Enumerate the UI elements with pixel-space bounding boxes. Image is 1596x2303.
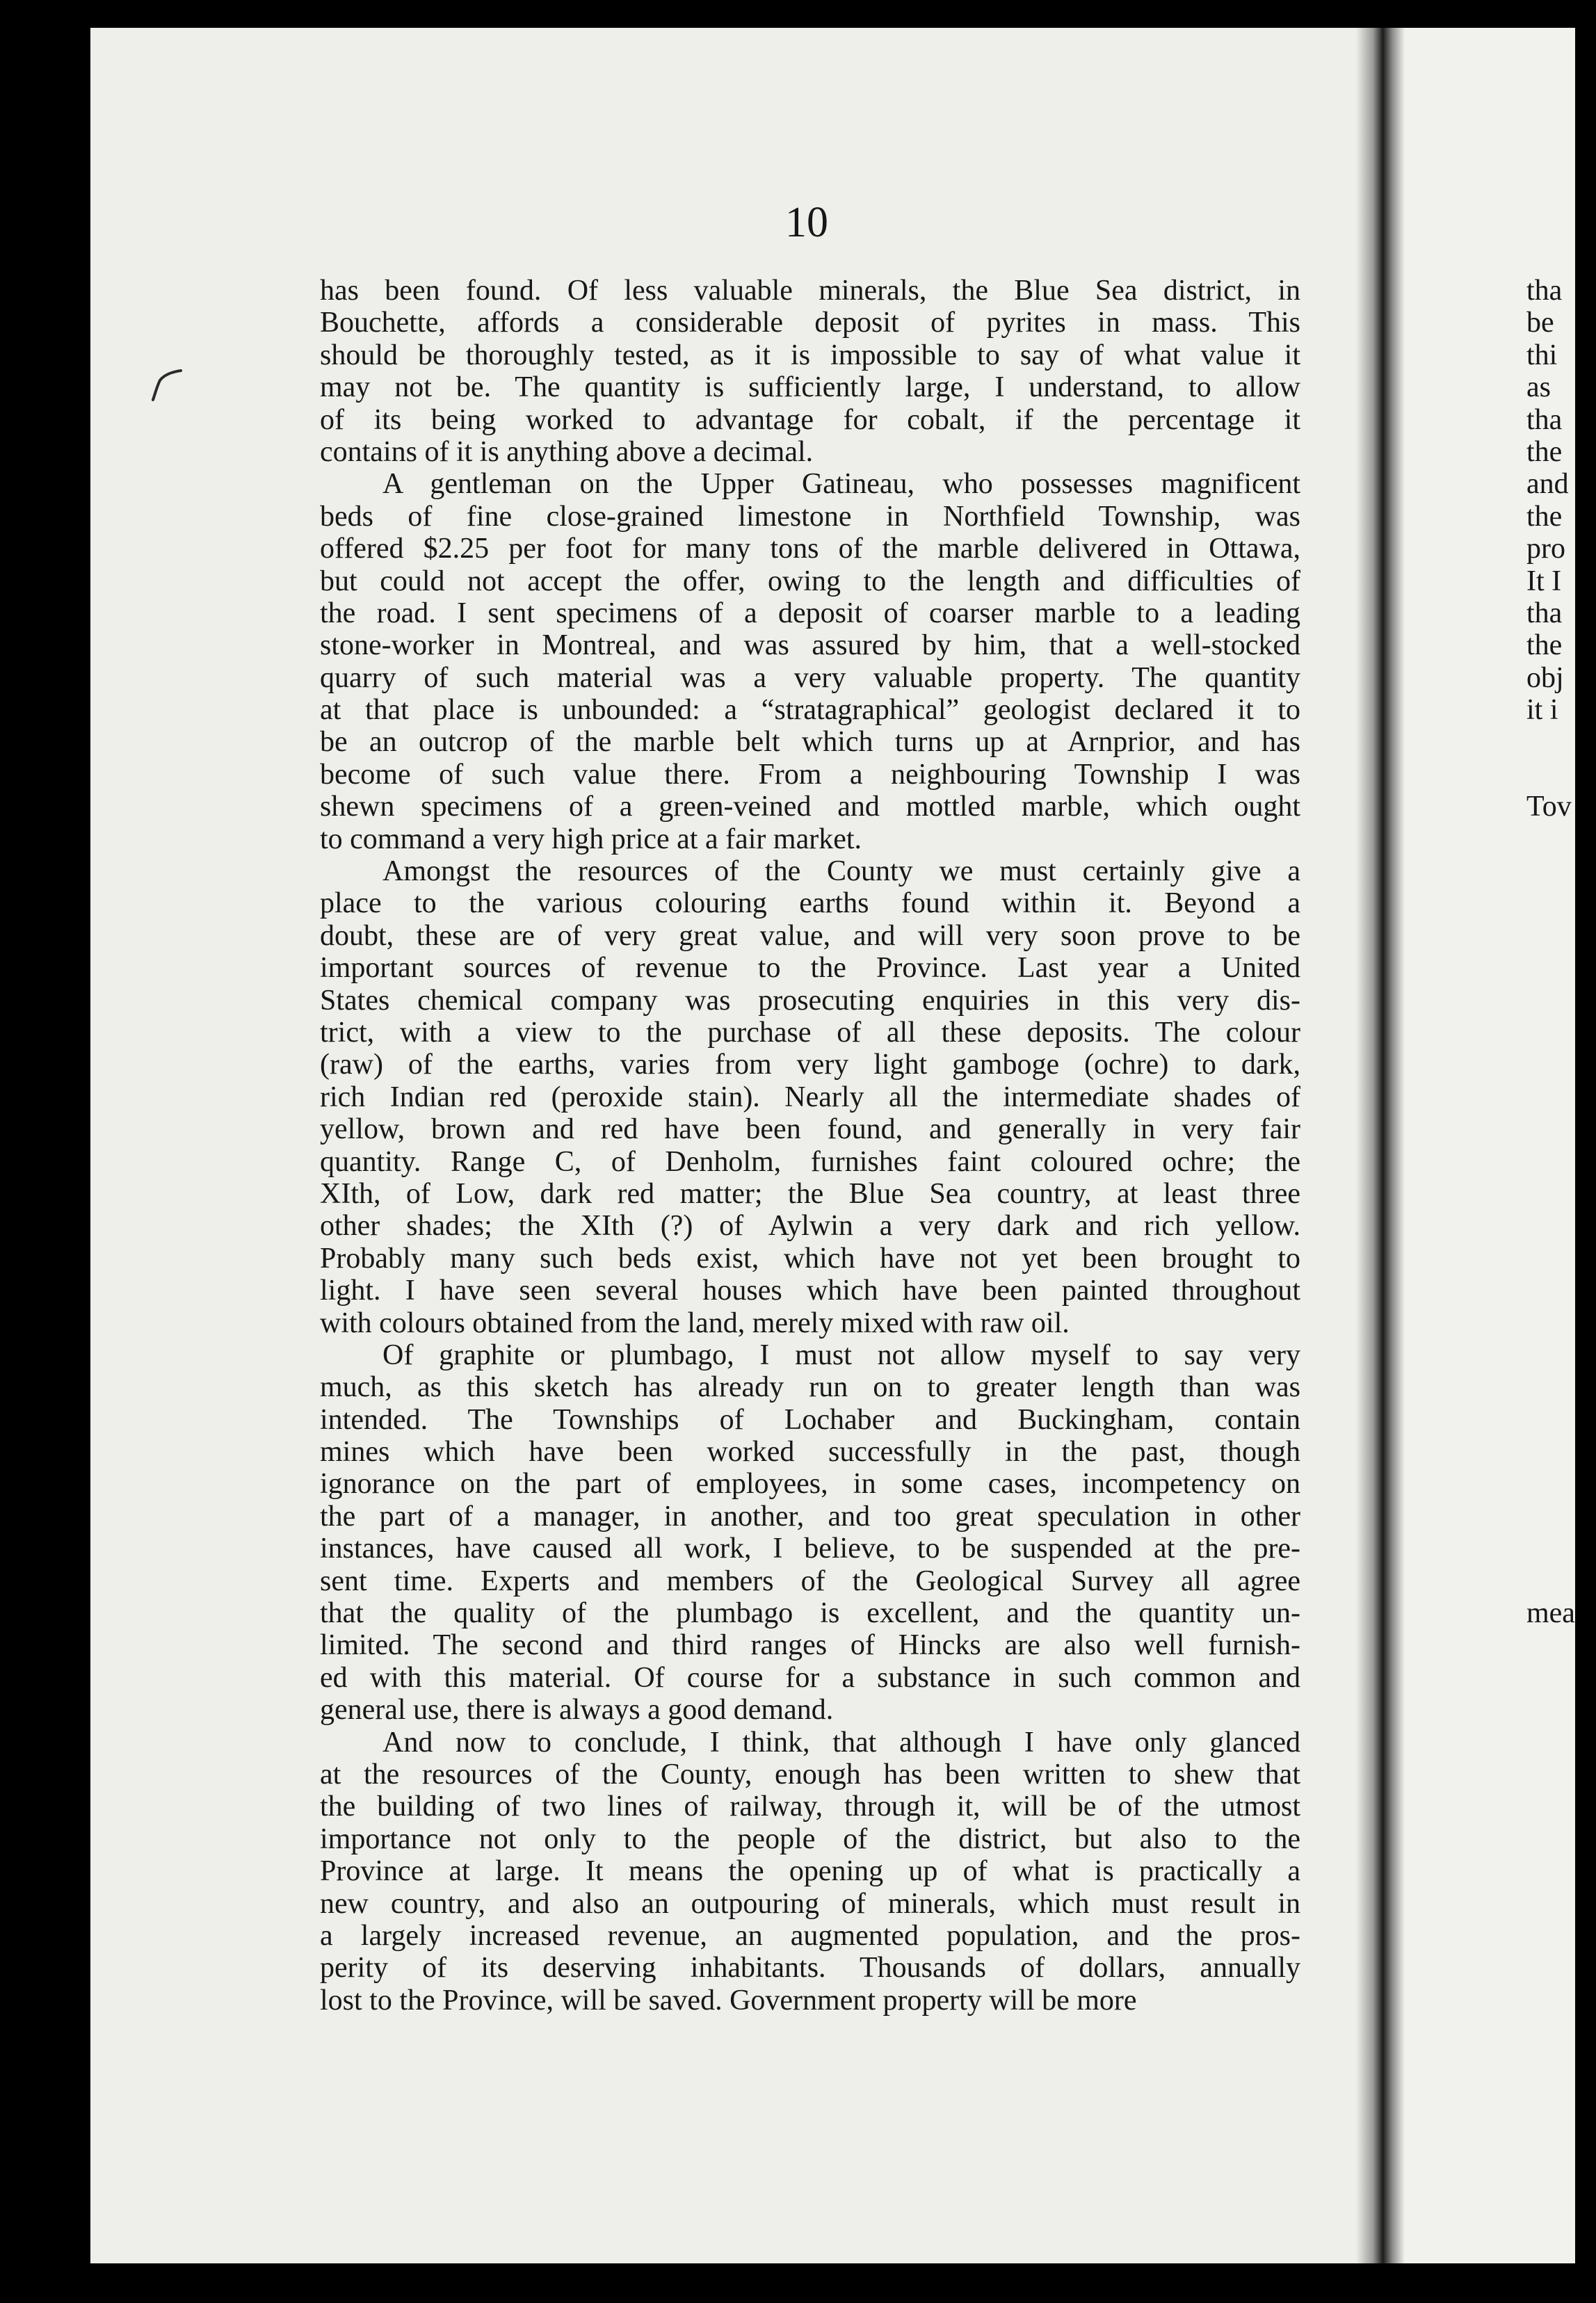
facing-page-fragment: the <box>1526 500 1563 533</box>
text-line: at the resources of the County, enough has been written to shew that <box>320 1758 1300 1791</box>
facing-page-fragment <box>1526 887 1596 919</box>
text-line: general use, there is always a good demand. <box>320 1694 834 1727</box>
facing-page-fragment: and <box>1526 468 1569 501</box>
margin-pencil-mark <box>147 365 186 403</box>
text-line: important sources of revenue to the Province. Last year a United <box>320 952 1300 985</box>
text-line: has been found. Of less valuable minerals, the Blue Sea district, in <box>320 275 1300 307</box>
text-line: limited. The second and third ranges of Hincks are also well furnish- <box>320 1629 1300 1662</box>
text-line: much, as this sketch has already run on to greater length than was <box>320 1371 1300 1404</box>
facing-page-fragment <box>1526 823 1596 855</box>
page-number: 10 <box>785 199 828 246</box>
text-line: quantity. Range C, of Denholm, furnishes faint coloured ochre; the <box>320 1145 1300 1178</box>
text-line: sent time. Experts and members of the Geological Survey all agree <box>320 1565 1300 1597</box>
text-line: of its being worked to advantage for cobalt, if the percentage it <box>320 403 1300 436</box>
text-line: shewn specimens of a green-veined and mottled marble, which ought <box>320 791 1300 823</box>
facing-page-fragment: pro <box>1526 533 1565 565</box>
facing-page-fragment: the <box>1526 629 1563 662</box>
facing-page-fragment <box>1526 920 1596 952</box>
facing-page-fragment: as <box>1526 371 1551 404</box>
facing-page-fragment: tha <box>1526 403 1563 436</box>
facing-page-fragments <box>1526 275 1596 1629</box>
facing-page-fragment <box>1526 1081 1596 1113</box>
text-line: but could not accept the offer, owing to the length and difficulties of <box>320 565 1300 597</box>
text-line: a largely increased revenue, an augmented population, and the pros- <box>320 1919 1300 1952</box>
text-line: that the quality of the plumbago is excellent, and the quantity un- <box>320 1597 1300 1630</box>
scan-border-bottom <box>0 2263 1569 2303</box>
facing-page-fragment: thi <box>1526 339 1558 371</box>
text-line: A gentleman on the Upper Gatineau, who possesses magnificent <box>382 468 1300 501</box>
facing-page-fragment: tha <box>1526 597 1563 629</box>
scan-border-left <box>0 0 90 2303</box>
text-line: intended. The Townships of Lochaber and Buckingham, contain <box>320 1403 1300 1436</box>
text-line: Of graphite or plumbago, I must not allow myself to say very <box>382 1339 1300 1371</box>
facing-page-fragment <box>1526 1275 1596 1307</box>
text-line: the building of two lines of railway, through it, will be of the utmost <box>320 1791 1300 1823</box>
text-line: stone-worker in Montreal, and was assured by him, that a well-stocked <box>320 629 1300 662</box>
facing-page-fragment <box>1526 985 1596 1017</box>
facing-page-fragment <box>1526 1404 1596 1436</box>
text-line: should be thoroughly tested, as it is impossible to say of what value it <box>320 339 1300 371</box>
facing-page-fragment <box>1526 1533 1596 1565</box>
text-line: ed with this material. Of course for a substance in such common and <box>320 1661 1300 1694</box>
facing-page-fragment <box>1526 952 1596 984</box>
facing-page-fragment <box>1526 1339 1596 1371</box>
text-line: trict, with a view to the purchase of all these deposits. The colour <box>320 1016 1300 1049</box>
facing-page-fragment <box>1526 855 1596 887</box>
text-line: be an outcrop of the marble belt which turns up at Arnprior, and has <box>320 726 1300 759</box>
text-line: XIth, of Low, dark red matter; the Blue Sea country, at least three <box>320 1177 1300 1210</box>
facing-page-fragment <box>1526 1468 1596 1500</box>
facing-page-fragment: mea <box>1526 1597 1575 1630</box>
text-line: with colours obtained from the land, merely mixed with raw oil. <box>320 1307 1070 1339</box>
text-line: the part of a manager, in another, and too great speculation in other <box>320 1500 1300 1533</box>
body-text <box>320 275 1300 2017</box>
text-line: place to the various colouring earths found within it. Beyond a <box>320 887 1300 920</box>
text-line: at that place is unbounded: a “stratagraphical” geologist declared it to <box>320 694 1300 727</box>
text-line: And now to conclude, I think, that although I have only glanced <box>382 1726 1300 1759</box>
text-line: perity of its deserving inhabitants. Thousands of dollars, annually <box>320 1952 1300 1985</box>
text-line: Probably many such beds exist, which have not yet been brought to <box>320 1242 1300 1275</box>
text-line: (raw) of the earths, varies from very light gamboge (ochre) to dark, <box>320 1049 1300 1081</box>
facing-page-fragment <box>1526 1113 1596 1145</box>
text-line: light. I have seen several houses which have been painted throughout <box>320 1275 1300 1307</box>
facing-page-fragment: tha <box>1526 275 1563 307</box>
facing-page-fragment <box>1526 726 1596 758</box>
facing-page-fragment <box>1526 1501 1596 1533</box>
facing-page-fragment: Tov <box>1526 791 1572 823</box>
text-line: Province at large. It means the opening up of what is practically a <box>320 1855 1300 1888</box>
text-line: other shades; the XIth (?) of Aylwin a very dark and rich yellow. <box>320 1210 1300 1243</box>
facing-page-fragment <box>1526 1307 1596 1339</box>
facing-page-fragment <box>1526 1210 1596 1242</box>
facing-page-fragment <box>1526 759 1596 791</box>
text-line: Amongst the resources of the County we must certainly give a <box>382 855 1300 888</box>
text-line: beds of fine close-grained limestone in Northfield Township, was <box>320 500 1300 533</box>
text-line: mines which have been worked successfully in the past, though <box>320 1436 1300 1469</box>
facing-page-fragment <box>1526 1565 1596 1597</box>
text-line: the road. I sent specimens of a deposit of coarser marble to a leading <box>320 597 1300 629</box>
text-line: new country, and also an outpouring of minerals, which must result in <box>320 1887 1300 1920</box>
text-line: rich Indian red (peroxide stain). Nearly all the intermediate shades of <box>320 1081 1300 1113</box>
text-line: States chemical company was prosecuting enquiries in this very dis- <box>320 984 1300 1017</box>
facing-page-fragment: be <box>1526 307 1554 339</box>
text-line: Bouchette, affords a considerable deposit of pyrites in mass. This <box>320 307 1300 339</box>
text-line: doubt, these are of very great value, and will very soon prove to be <box>320 919 1300 952</box>
text-line: ignorance on the part of employees, in some cases, incompetency on <box>320 1468 1300 1501</box>
text-line: instances, have caused all work, I believe, to be suspended at the pre- <box>320 1533 1300 1565</box>
text-line: contains of it is anything above a decimal. <box>320 435 814 468</box>
facing-page-fragment: the <box>1526 435 1563 468</box>
text-line: become of such value there. From a neighbouring Township I was <box>320 758 1300 791</box>
facing-page-fragment <box>1526 1017 1596 1049</box>
text-line: quarry of such material was a very valuable property. The quantity <box>320 661 1300 694</box>
facing-page-fragment <box>1526 1178 1596 1210</box>
text-line: may not be. The quantity is sufficiently large, I understand, to allow <box>320 371 1300 404</box>
text-line: to command a very high price at a fair market. <box>320 823 862 855</box>
text-line: importance not only to the people of the district, but also to the <box>320 1823 1300 1855</box>
facing-page-fragment <box>1526 1436 1596 1468</box>
facing-page-fragment <box>1526 1146 1596 1178</box>
facing-page-fragment: it i <box>1526 694 1558 727</box>
book-gutter <box>1356 28 1405 2263</box>
facing-page-fragment <box>1526 1243 1596 1275</box>
facing-page-fragment: It I <box>1526 565 1562 597</box>
text-line: yellow, brown and red have been found, and generally in very fair <box>320 1113 1300 1146</box>
facing-page-fragment <box>1526 1371 1596 1403</box>
facing-page-fragment: obj <box>1526 661 1564 694</box>
text-line: offered $2.25 per foot for many tons of the marble delivered in Ottawa, <box>320 533 1300 565</box>
facing-page-fragment <box>1526 1049 1596 1081</box>
text-line: lost to the Province, will be saved. Government property will be more <box>320 1984 1137 2017</box>
